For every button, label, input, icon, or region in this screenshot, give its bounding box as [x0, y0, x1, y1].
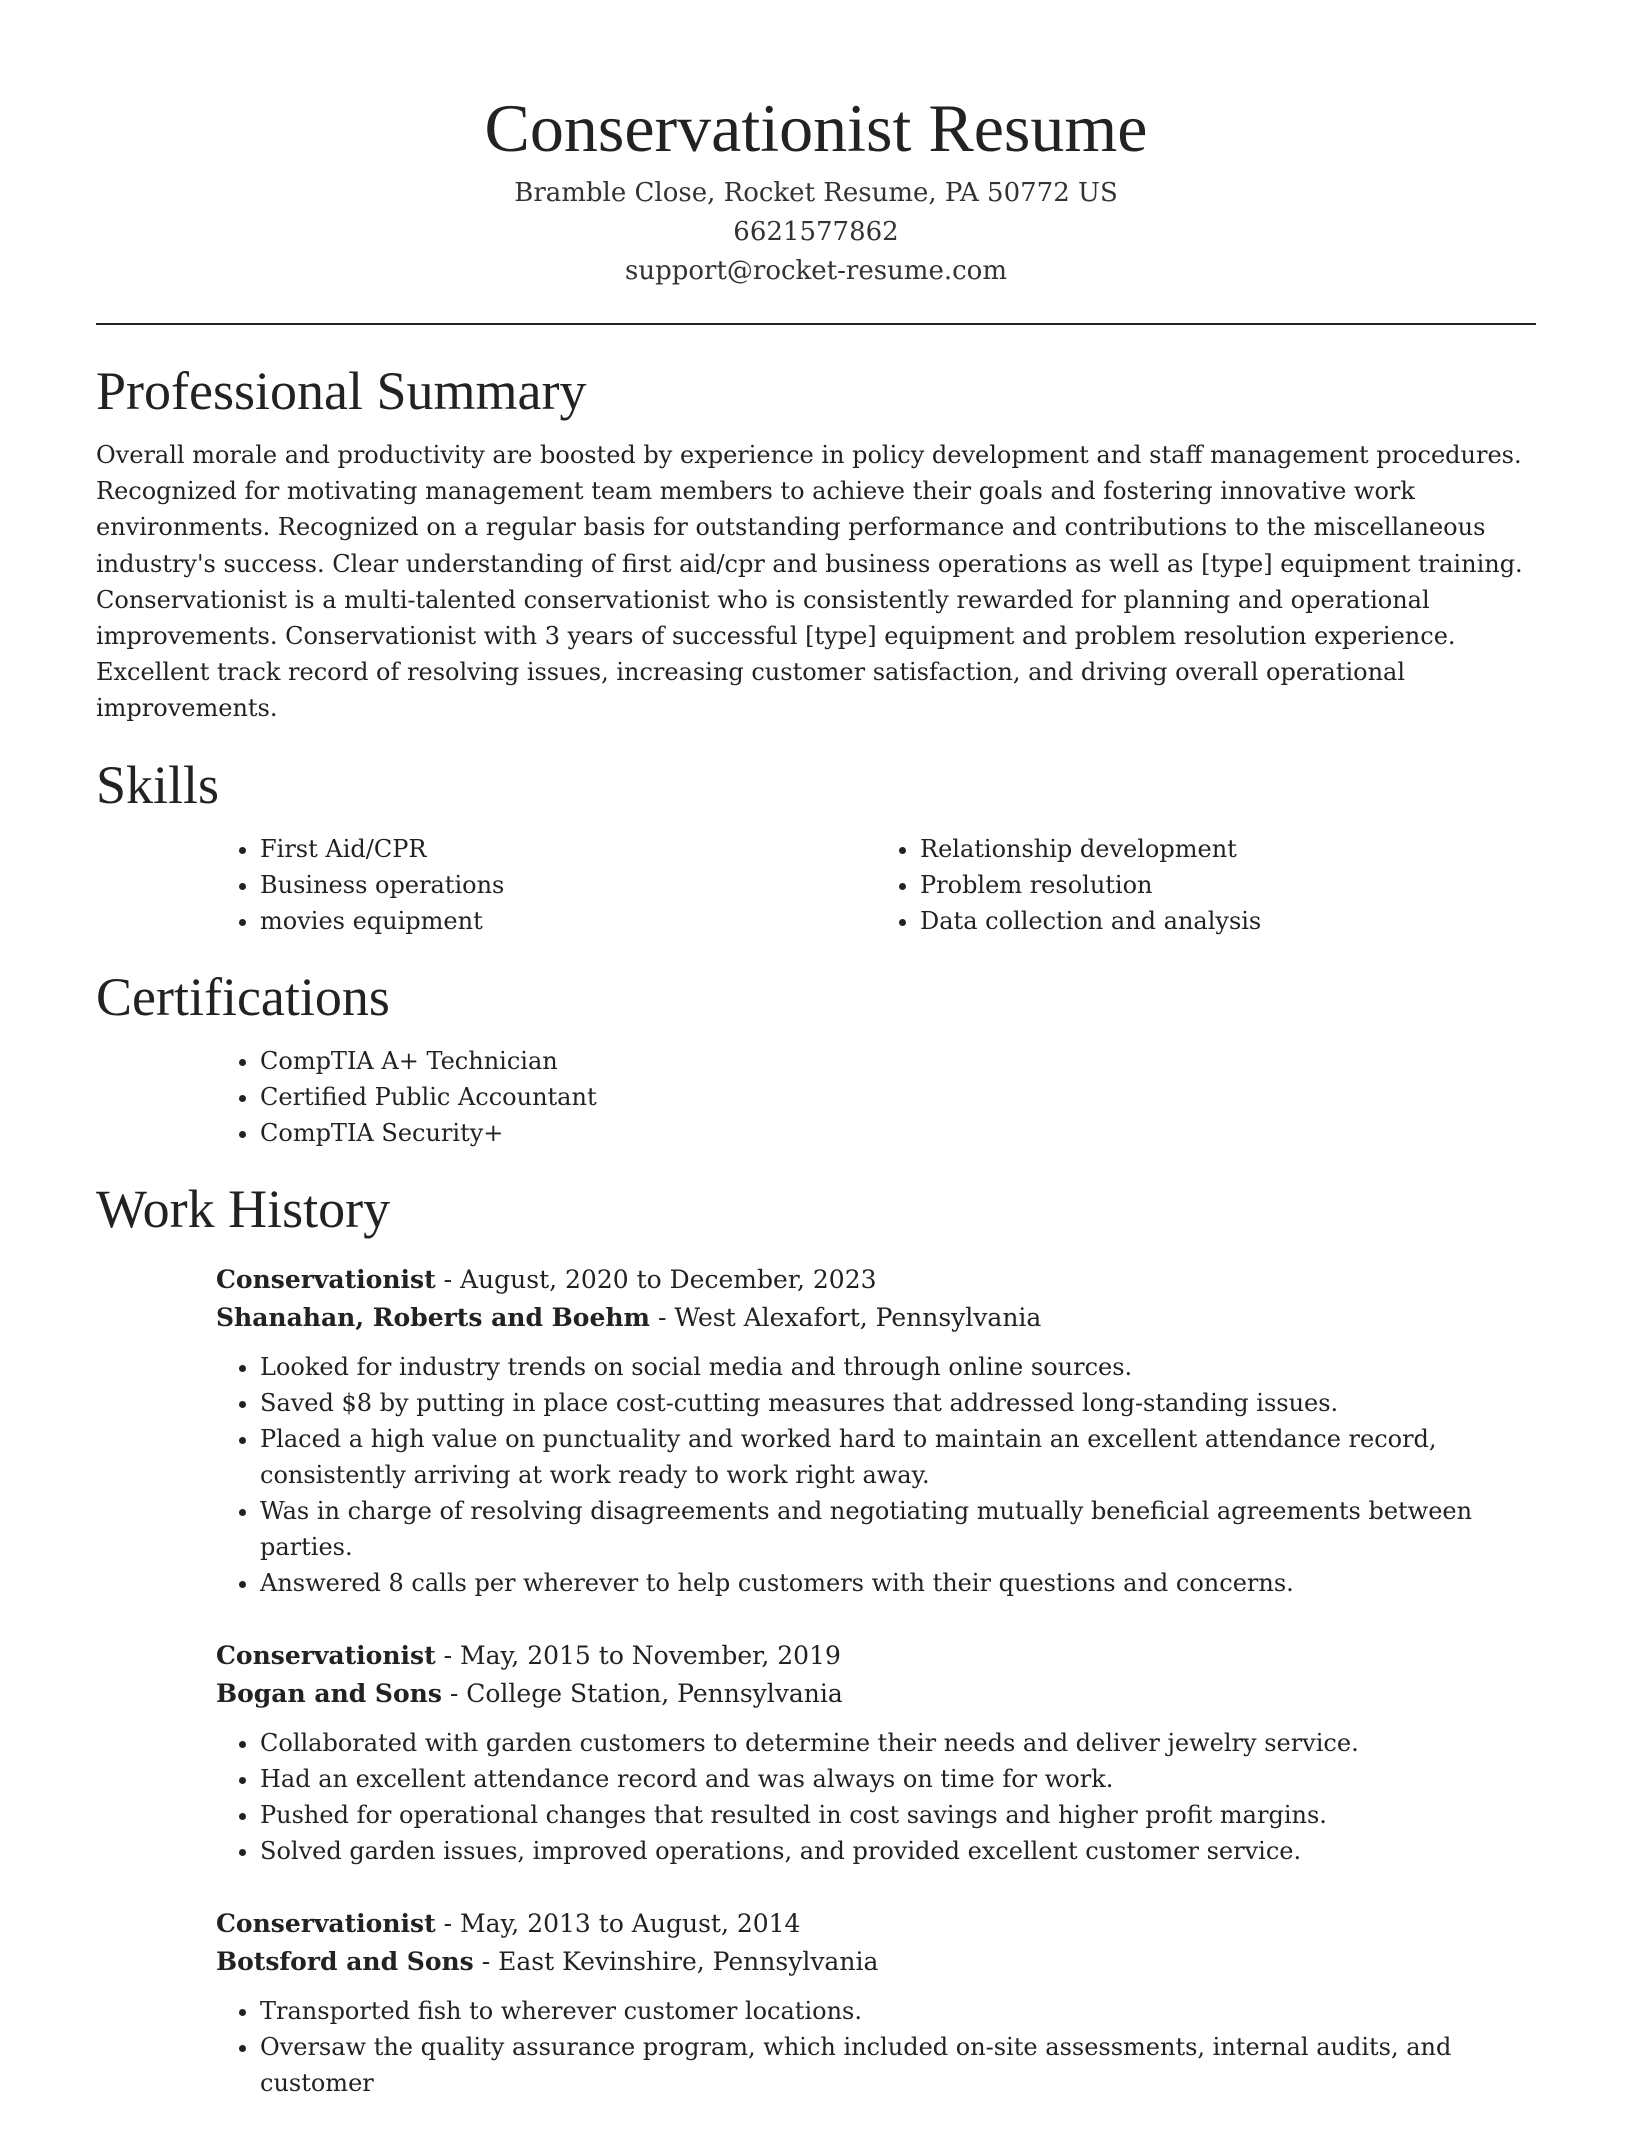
contact-email: support@rocket-resume.com [624, 256, 1007, 286]
resume-page [96, 0, 1536, 2137]
certifications-list [216, 1043, 1536, 1151]
resume-title: Conservationist Resume [484, 90, 1148, 166]
job-bullet: • Had an excellent attendance record and was always on time for work. [260, 1761, 1536, 1797]
skill-item: • Data collection and analysis [920, 903, 1536, 939]
job-bullet: • Collaborated with garden customers to determine their needs and deliver jewelry service. [260, 1725, 1536, 1761]
job-bullet: • Was in charge of resolving disagreements and negotiating mutually beneficial agreements between parties. [260, 1493, 1536, 1565]
skills-grid [216, 831, 1536, 939]
job-company: Bogan and Sons [216, 1678, 442, 1708]
job-entry [216, 1261, 1536, 1601]
header-divider [96, 323, 1536, 325]
certifications-section [96, 965, 1536, 1151]
skills-list-left [216, 831, 876, 939]
job-entry [216, 1637, 1536, 1869]
job-bullet: • Pushed for operational changes that resulted in cost savings and higher profit margins. [260, 1797, 1536, 1833]
job-bullets [216, 1725, 1536, 1869]
job-dates: - May, 2015 to November, 2019 [435, 1640, 841, 1670]
job-company-line [216, 1299, 1536, 1337]
job-company: Botsford and Sons [216, 1946, 474, 1976]
summary-heading: Professional Summary [96, 361, 587, 421]
job-entry [216, 1905, 1536, 2101]
contact-info [96, 174, 1536, 291]
work-history-section [96, 1177, 1536, 2101]
job-title: Conservationist [216, 1908, 436, 1938]
skill-item: • Problem resolution [920, 867, 1536, 903]
skills-section [96, 753, 1536, 939]
job-bullets [216, 1993, 1536, 2101]
job-dates: - August, 2020 to December, 2023 [435, 1264, 877, 1294]
resume-header [96, 0, 1536, 291]
job-location: - East Kevinshire, Pennsylvania [473, 1946, 879, 1976]
certifications-heading: Certifications [96, 966, 390, 1027]
certification-item: • CompTIA A+ Technician [260, 1043, 1536, 1079]
job-title: Conservationist [216, 1640, 436, 1670]
skills-heading: Skills [96, 754, 220, 815]
contact-phone: 6621577862 [733, 217, 899, 247]
job-title-line [216, 1637, 1536, 1675]
job-title: Conservationist [216, 1264, 436, 1294]
skills-list-right [876, 831, 1536, 939]
job-bullet: • Oversaw the quality assurance program, which included on-site assessments, internal audits, and customer [260, 2029, 1536, 2101]
contact-address: Bramble Close, Rocket Resume, PA 50772 US [514, 178, 1118, 208]
certification-item: • Certified Public Accountant [260, 1079, 1536, 1115]
certification-item: • CompTIA Security+ [260, 1115, 1536, 1151]
job-company: Shanahan, Roberts and Boehm [216, 1302, 650, 1332]
job-bullet: • Answered 8 calls per wherever to help customers with their questions and concerns. [260, 1565, 1536, 1601]
skill-item: • movies equipment [260, 903, 876, 939]
work-history-heading: Work History [96, 1178, 391, 1239]
skill-item: • Relationship development [920, 831, 1536, 867]
job-dates: - May, 2013 to August, 2014 [435, 1908, 801, 1938]
job-bullet: • Placed a high value on punctuality and worked hard to maintain an excellent attendance record, consistently arriving at work ready to work right away. [260, 1421, 1536, 1493]
job-title-line [216, 1261, 1536, 1299]
job-company-line [216, 1943, 1536, 1981]
summary-section [96, 359, 1536, 727]
job-title-line [216, 1905, 1536, 1943]
job-bullets [216, 1349, 1536, 1601]
skill-item: • Business operations [260, 867, 876, 903]
job-company-line [216, 1675, 1536, 1713]
job-bullet: • Looked for industry trends on social media and through online sources. [260, 1349, 1536, 1385]
job-bullet: • Saved $8 by putting in place cost-cutting measures that addressed long-standing issues. [260, 1385, 1536, 1421]
job-location: - College Station, Pennsylvania [441, 1678, 843, 1708]
skill-item: • First Aid/CPR [260, 831, 876, 867]
summary-text: Overall morale and productivity are boosted by experience in policy development and staff management procedures. Recognized for motivating management team members to achieve their goals and fostering innovative work environments. Recognized on a regular basis for outstanding performance and contributions to the miscellaneous industry's success. Clear understanding of first aid/cpr and business operations as well as [type] equipment training. Conservationist is a multi-talented conservationist who is consistently rewarded for planning and operational improvements. Conservationist with 3 years of successful [type] equipment and problem resolution experience. Excellent track record of resolving issues, increasing customer satisfaction, and driving overall operational improvements. [96, 441, 1523, 723]
job-bullet: • Transported fish to wherever customer locations. [260, 1993, 1536, 2029]
job-location: - West Alexafort, Pennsylvania [650, 1302, 1042, 1332]
job-bullet: • Solved garden issues, improved operations, and provided excellent customer service. [260, 1833, 1536, 1869]
